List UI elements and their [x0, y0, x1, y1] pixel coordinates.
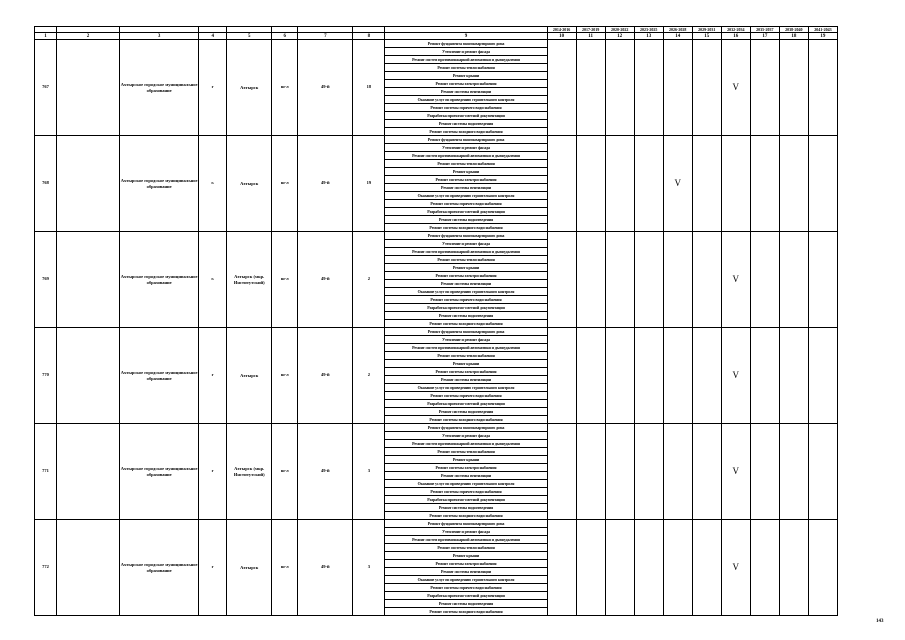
period-cell [692, 40, 721, 136]
period-cell [605, 328, 634, 424]
municipality-name: Ахтырское городское муниципальное образование [120, 136, 199, 232]
municipality-name: Ахтырское городское муниципальное образование [120, 328, 199, 424]
settlement-name: Ахтырск [227, 136, 272, 232]
repair-item: Ремонт системы вентиляции [385, 376, 547, 384]
entry-index: 772 [35, 520, 57, 616]
repair-item: Оказание услуг по проведению строительного контроля [385, 480, 547, 488]
house-number: 19 [353, 136, 385, 232]
repair-item: Ремонт фундамента многоквартирного дома [385, 136, 547, 144]
repair-item: Ремонт системы вентиляции [385, 568, 547, 576]
repair-item: Ремонт системы теплоснабжения [385, 160, 547, 168]
repair-item: Ремонт системы вентиляции [385, 184, 547, 192]
period-cell [808, 40, 837, 136]
repair-item: Утепление и ремонт фасада [385, 432, 547, 440]
repair-item: Ремонт системы вентиляции [385, 472, 547, 480]
table-row [35, 136, 838, 144]
period-cell [721, 136, 750, 232]
period-cell [547, 232, 576, 328]
register-body [35, 27, 838, 616]
entry-index: 767 [35, 40, 57, 136]
repair-item: Ремонт системы электроснабжения [385, 80, 547, 88]
column-number: 8 [353, 33, 385, 40]
repair-item: Утепление и ремонт фасада [385, 528, 547, 536]
repair-item: Разработка проектно-сметной документации [385, 304, 547, 312]
period-cell [779, 328, 808, 424]
repair-item: Ремонт системы горячего водоснабжения [385, 296, 547, 304]
settlement-type: г [199, 424, 227, 520]
repair-item: Оказание услуг по проведению строительного контроля [385, 384, 547, 392]
repair-item: Ремонт системы водоотведения [385, 120, 547, 128]
repair-item: Ремонт систем противопожарной автоматики и дымоудаления [385, 152, 547, 160]
repair-item: Ремонт систем противопожарной автоматики и дымоудаления [385, 440, 547, 448]
house-number: 3 [353, 520, 385, 616]
period-cell [750, 520, 779, 616]
period-cell [576, 136, 605, 232]
repair-item: Ремонт фундамента многоквартирного дома [385, 40, 547, 48]
municipality-name: Ахтырское городское муниципальное образование [120, 424, 199, 520]
period-cell [663, 520, 692, 616]
entry-index: 769 [35, 232, 57, 328]
period-cell [663, 232, 692, 328]
repair-item: Ремонт системы горячего водоснабжения [385, 392, 547, 400]
table-row [35, 520, 838, 528]
repair-item: Ремонт системы теплоснабжения [385, 544, 547, 552]
repair-item: Ремонт системы холодного водоснабжения [385, 416, 547, 424]
period-cell [576, 520, 605, 616]
period-cell [808, 136, 837, 232]
period-cell [750, 424, 779, 520]
table-row [35, 40, 838, 48]
repair-item: Ремонт системы теплоснабжения [385, 352, 547, 360]
period-cell [663, 40, 692, 136]
period-cell [576, 40, 605, 136]
period-cell [634, 232, 663, 328]
repair-item: Ремонт системы теплоснабжения [385, 448, 547, 456]
repair-item: Ремонт систем противопожарной автоматики и дымоудаления [385, 536, 547, 544]
settlement-type: г. [199, 232, 227, 328]
street-name: 49-й [298, 328, 353, 424]
period-cell [779, 520, 808, 616]
repair-item: Ремонт системы холодного водоснабжения [385, 608, 547, 616]
repair-item: Ремонт систем противопожарной автоматики и дымоудаления [385, 248, 547, 256]
street-type: ш-л [272, 232, 298, 328]
column-number: 10 [547, 33, 576, 40]
repair-item: Оказание услуг по проведению строительного контроля [385, 288, 547, 296]
repair-item: Оказание услуг по проведению строительного контроля [385, 576, 547, 584]
period-cell [634, 424, 663, 520]
street-type: ш-л [272, 520, 298, 616]
municipality-name: Ахтырское городское муниципальное образование [120, 520, 199, 616]
period-cell [692, 424, 721, 520]
repair-item: Ремонт систем противопожарной автоматики и дымоудаления [385, 344, 547, 352]
repair-item: Ремонт систем противопожарной автоматики и дымоудаления [385, 56, 547, 64]
repair-item: Ремонт фундамента многоквартирного дома [385, 232, 547, 240]
period-cell [750, 328, 779, 424]
repair-item: Ремонт крыши [385, 360, 547, 368]
repair-item: Ремонт системы вентиляции [385, 280, 547, 288]
settlement-type: г. [199, 136, 227, 232]
repair-item: Ремонт системы водоотведения [385, 216, 547, 224]
repair-item: Ремонт системы холодного водоснабжения [385, 512, 547, 520]
repair-item: Ремонт системы водоотведения [385, 408, 547, 416]
period-cell [779, 40, 808, 136]
street-type: ш-л [272, 40, 298, 136]
period-header: 2032-2034 [721, 27, 750, 33]
period-cell [547, 424, 576, 520]
period-cell [576, 232, 605, 328]
period-cell [605, 520, 634, 616]
period-header: 2041-2043 [808, 27, 837, 33]
period-cell [634, 136, 663, 232]
column-number: 13 [634, 33, 663, 40]
column-number: 16 [721, 33, 750, 40]
period-header: 2038-2040 [779, 27, 808, 33]
repair-item: Ремонт системы электроснабжения [385, 560, 547, 568]
period-cell [663, 328, 692, 424]
repair-item: Утепление и ремонт фасада [385, 144, 547, 152]
repair-item: Оказание услуг по проведению строительного контроля [385, 96, 547, 104]
municipality-name: Ахтырское городское муниципальное образование [120, 232, 199, 328]
period-cell [576, 424, 605, 520]
table-row [35, 328, 838, 336]
period-cell [634, 520, 663, 616]
column-number: 9 [385, 33, 547, 40]
repair-item: Разработка проектно-сметной документации [385, 592, 547, 600]
scheduled-period-mark: V [721, 520, 750, 616]
period-header: 2026-2028 [663, 27, 692, 33]
repair-item: Ремонт системы горячего водоснабжения [385, 200, 547, 208]
repair-item: Утепление и ремонт фасада [385, 240, 547, 248]
repair-item: Ремонт крыши [385, 168, 547, 176]
repair-item: Ремонт системы теплоснабжения [385, 64, 547, 72]
column-number: 11 [576, 33, 605, 40]
period-header: 2029-2031 [692, 27, 721, 33]
period-cell [663, 424, 692, 520]
municipality-name: Ахтырское городское муниципальное образование [120, 40, 199, 136]
street-name: 49-й [298, 232, 353, 328]
column-number: 3 [120, 33, 199, 40]
street-type: ш-л [272, 328, 298, 424]
column-number: 7 [298, 33, 353, 40]
table-row [35, 232, 838, 240]
period-cell [808, 232, 837, 328]
house-number: 3 [353, 424, 385, 520]
settlement-type: г [199, 328, 227, 424]
repair-item: Ремонт крыши [385, 264, 547, 272]
repair-item: Разработка проектно-сметной документации [385, 400, 547, 408]
repair-item: Ремонт системы электроснабжения [385, 176, 547, 184]
period-cell [808, 424, 837, 520]
table-row [35, 424, 838, 432]
column-number: 19 [808, 33, 837, 40]
period-cell [808, 328, 837, 424]
column-number: 6 [272, 33, 298, 40]
street-type: ш-л [272, 136, 298, 232]
period-cell [692, 328, 721, 424]
repair-item: Ремонт системы электроснабжения [385, 464, 547, 472]
period-cell [750, 136, 779, 232]
column-number: 4 [199, 33, 227, 40]
column-number: 5 [227, 33, 272, 40]
period-cell [605, 40, 634, 136]
page-number: 143 [876, 619, 884, 624]
period-cell [605, 136, 634, 232]
repair-item: Ремонт крыши [385, 72, 547, 80]
period-cell [547, 328, 576, 424]
settlement-type: г [199, 520, 227, 616]
repair-item: Ремонт фундамента многоквартирного дома [385, 520, 547, 528]
repair-item: Ремонт системы электроснабжения [385, 368, 547, 376]
scheduled-period-mark: V [721, 424, 750, 520]
repair-item: Ремонт системы холодного водоснабжения [385, 320, 547, 328]
entry-index: 768 [35, 136, 57, 232]
period-cell [750, 40, 779, 136]
settlement-type: г [199, 40, 227, 136]
street-name: 49-й [298, 424, 353, 520]
repair-item: Ремонт крыши [385, 552, 547, 560]
column-number: 14 [663, 33, 692, 40]
repair-item: Ремонт фундамента многоквартирного дома [385, 328, 547, 336]
repair-item: Ремонт крыши [385, 456, 547, 464]
repair-item: Разработка проектно-сметной документации [385, 208, 547, 216]
period-cell [692, 232, 721, 328]
house-number: 2 [353, 328, 385, 424]
period-header: 2017-2019 [576, 27, 605, 33]
period-cell [605, 232, 634, 328]
repair-item: Оказание услуг по проведению строительного контроля [385, 192, 547, 200]
capital-repair-register-table [34, 26, 838, 616]
empty-cell [57, 424, 120, 520]
street-name: 49-й [298, 520, 353, 616]
period-header: 2023-2025 [634, 27, 663, 33]
period-cell [692, 520, 721, 616]
column-number: 17 [750, 33, 779, 40]
scheduled-period-mark: V [721, 328, 750, 424]
settlement-name: Ахтырск (мкр. Институтский) [227, 232, 272, 328]
period-cell [779, 232, 808, 328]
entry-index: 771 [35, 424, 57, 520]
period-header: 2014-2016 [547, 27, 576, 33]
settlement-name: Ахтырск [227, 520, 272, 616]
repair-item: Ремонт системы теплоснабжения [385, 256, 547, 264]
repair-item: Ремонт системы электроснабжения [385, 272, 547, 280]
house-number: 18 [353, 40, 385, 136]
empty-cell [57, 520, 120, 616]
repair-item: Ремонт системы водоотведения [385, 504, 547, 512]
repair-item: Ремонт системы вентиляции [385, 88, 547, 96]
column-number: 2 [57, 33, 120, 40]
column-number: 18 [779, 33, 808, 40]
period-header: 2035-2037 [750, 27, 779, 33]
empty-cell [57, 328, 120, 424]
repair-item: Ремонт системы горячего водоснабжения [385, 488, 547, 496]
empty-cell [57, 40, 120, 136]
settlement-name: Ахтырск [227, 328, 272, 424]
street-type: ш-л [272, 424, 298, 520]
period-cell [605, 424, 634, 520]
repair-item: Разработка проектно-сметной документации [385, 496, 547, 504]
period-cell [547, 520, 576, 616]
period-cell [634, 40, 663, 136]
period-cell [808, 520, 837, 616]
repair-item: Ремонт системы водоотведения [385, 312, 547, 320]
column-number: 12 [605, 33, 634, 40]
scheduled-period-mark: V [721, 40, 750, 136]
settlement-name: Ахтырск (мкр. Институтский) [227, 424, 272, 520]
repair-item: Ремонт системы холодного водоснабжения [385, 128, 547, 136]
period-header: 2020-2022 [605, 27, 634, 33]
period-cell [779, 136, 808, 232]
period-cell [750, 232, 779, 328]
repair-item: Ремонт системы холодного водоснабжения [385, 224, 547, 232]
repair-item: Ремонт системы горячего водоснабжения [385, 104, 547, 112]
repair-item: Ремонт системы горячего водоснабжения [385, 584, 547, 592]
street-name: 49-й [298, 40, 353, 136]
entry-index: 770 [35, 328, 57, 424]
street-name: 49-й [298, 136, 353, 232]
repair-item: Утепление и ремонт фасада [385, 336, 547, 344]
empty-cell [57, 136, 120, 232]
house-number: 2 [353, 232, 385, 328]
settlement-name: Ахтырск [227, 40, 272, 136]
empty-cell [57, 232, 120, 328]
repair-item: Утепление и ремонт фасада [385, 48, 547, 56]
column-number: 15 [692, 33, 721, 40]
scheduled-period-mark: V [663, 136, 692, 232]
period-cell [692, 136, 721, 232]
period-cell [547, 40, 576, 136]
repair-item: Ремонт системы водоотведения [385, 600, 547, 608]
column-number-row [35, 33, 838, 40]
period-cell [576, 328, 605, 424]
repair-item: Ремонт фундамента многоквартирного дома [385, 424, 547, 432]
period-cell [634, 328, 663, 424]
period-cell [547, 136, 576, 232]
repair-item: Разработка проектно-сметной документации [385, 112, 547, 120]
column-number: 1 [35, 33, 57, 40]
scheduled-period-mark: V [721, 232, 750, 328]
period-cell [779, 424, 808, 520]
